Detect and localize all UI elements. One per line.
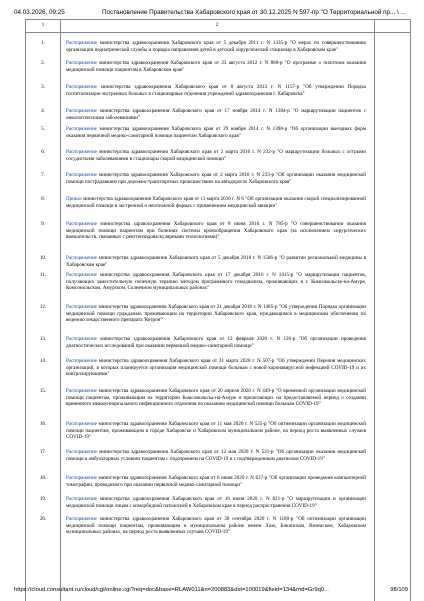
document-description: министерства здравоохранения Хабаровского края от 16 июня 2020 г. N 821-р "О маршрутизации и организации медицинской помощи лицам с коморбидной патологией в Хабаровском крае в период распространения COVID-19" xyxy=(66,496,366,509)
row-number: 18. xyxy=(39,475,47,481)
document-description: министерства здравоохранения Хабаровского края от 11 мая 2020 г. N 525-р "Об оптимизации организации медицинской помощи пациентам, проживающим в городе Хабаровске и Хабаровском муниципальном районе, на период роста выявленных случаев COVID-19" xyxy=(66,421,366,441)
page-header xyxy=(10,8,420,18)
row-document-text xyxy=(66,221,366,241)
row-document-text xyxy=(66,449,366,462)
row-document-text xyxy=(66,496,366,509)
document-link[interactable]: Распоряжение xyxy=(66,108,97,114)
document-link[interactable]: Распоряжение xyxy=(66,496,97,502)
document-link[interactable]: Распоряжение xyxy=(66,221,97,227)
document-link[interactable]: Распоряжение xyxy=(66,475,97,481)
document-description: министерства здравоохранения Хабаровского края от 23 августа 2012 г. N 880-р "О программе о пилотном оказания медицинской помощи пациентам в Хабаровском крае" xyxy=(66,60,366,73)
document-description: министерства здравоохранения Хабаровского края от 17 ноября 2014 г. N 1384-р "О маршрутизации пациентов с онкологическими заболеваниями" xyxy=(66,108,366,121)
row-number: 16. xyxy=(39,421,47,427)
row-number: 7. xyxy=(41,172,45,178)
row-number: 4. xyxy=(41,108,45,114)
document-description: министерства здравоохранения Хабаровского края от 20 апреля 2020 г. N 449-р "О временной организации медицинской помощи пациентам, проживающим на территории Комсомольска-на-Амуре и прилегающих на предоставляемой период о создании временного межмуниципального инфекционного отделения по оказанию медицинской помощи больным COVID-19" xyxy=(66,388,366,408)
document-link[interactable]: Распоряжение xyxy=(66,272,97,278)
row-document-text xyxy=(66,475,366,488)
document-link[interactable]: Распоряжение xyxy=(66,358,97,364)
row-document-text xyxy=(66,358,366,378)
document-description: министерства здравоохранения Хабаровского края от 2 марта 2016 г. N 232-р "О маршрутизации больных с острыми сосудистыми заболеваниями в стационары скорой медицинской помощи" xyxy=(66,149,366,162)
table-header-row xyxy=(26,20,410,33)
row-number: 17. xyxy=(39,449,47,455)
document-description: министерства здравоохранения Хабаровского края от 2 марта 2016 г. N 233-р "Об организации оказания медицинской помощи пострадавшим при дорожно-транспортных происшествиях на автодорогах Хабаровского края" xyxy=(66,172,366,185)
document-description: министерства здравоохранения Хабаровского края от 31 марта 2020 г. N 507-р "Об утверждении Перечня медицинских организаций, в которых планируется организация медицинской помощи больным с новой коронавирусной инфекцией COVID-19 и их контролирующими" xyxy=(66,358,366,378)
row-document-text xyxy=(66,272,366,292)
column-header-number: 1 xyxy=(41,23,45,28)
document-description: министерства здравоохранения Хабаровского края от 8 августа 2013 г. N 1157-р "Об утверждении Порядка госпитализации экстренных больных в стационарные отделения учреждений здравоохранения г. Хабаровска" xyxy=(66,84,366,97)
document-link[interactable]: Распоряжение xyxy=(66,304,97,310)
row-number: 8. xyxy=(41,196,45,202)
row-number: 3. xyxy=(41,84,45,90)
row-number: 20. xyxy=(39,516,47,522)
page-footer xyxy=(14,585,414,595)
document-link[interactable]: Распоряжение xyxy=(66,388,97,394)
document-description: министерства здравоохранения Хабаровского края от 12 мая 2020 г. N 531-р "Об организации оказания медицинской помощи в амбулаторных условиях пациентам с подозрением на COVID-19 и с подтвержденным диагнозом COVID-19" xyxy=(66,449,366,462)
print-datetime: 04.03.2026, 09:25 xyxy=(14,9,65,16)
row-number: 6. xyxy=(41,149,45,155)
row-document-text xyxy=(66,196,366,209)
row-document-text xyxy=(66,84,366,97)
document-link[interactable]: Распоряжение xyxy=(66,516,97,522)
document-link[interactable]: Распоряжение xyxy=(66,172,97,178)
row-number: 9. xyxy=(41,221,45,227)
document-link[interactable]: Распоряжение xyxy=(66,336,97,342)
row-document-text xyxy=(66,40,366,53)
row-document-text xyxy=(66,304,366,324)
document-description: министерства здравоохранения Хабаровского края от 11 марта 2016 г. N 6 "Об организации оказания скорой специализированной медицинской помощи в экстренной и неотложной формах с применением медицинской авиации" xyxy=(66,196,366,209)
document-link[interactable]: Распоряжение xyxy=(66,84,97,90)
column-divider xyxy=(60,20,61,601)
row-number: 5. xyxy=(41,126,45,132)
row-number: 2. xyxy=(41,60,45,66)
document-description: министерства здравоохранения Хабаровского края от 5 декабря 2011 г. N 1335-р "О мерах по совершенствованию организации педиатрической службы и порядка направления детей в детский хирургический стационар в Хабаровском крае" xyxy=(66,40,366,53)
document-link[interactable]: Распоряжение xyxy=(66,149,97,155)
row-document-text xyxy=(66,172,366,185)
document-description: министерства здравоохранения Хабаровского края от 29 ноября 2014 г. N 1398-р "Об организации выездных форм оказания первичной медико-санитарной помощи пациентам Хабаровского края" xyxy=(66,126,366,139)
row-document-text xyxy=(66,108,366,121)
row-number: 12. xyxy=(39,304,47,310)
row-number: 13. xyxy=(39,336,47,342)
document-link[interactable]: Приказ xyxy=(66,196,82,202)
document-description: министерства здравоохранения Хабаровского края от 12 февраля 2020 г. N 126-р "Об организации проведения диагностических исследований при оказании первичной медико-санитарной помощи" xyxy=(66,336,366,349)
row-number: 10. xyxy=(39,255,47,261)
document-link[interactable]: Распоряжение xyxy=(66,421,97,427)
document-link[interactable]: Распоряжение xyxy=(66,126,97,132)
document-link[interactable]: Распоряжение xyxy=(66,449,97,455)
row-document-text xyxy=(66,421,366,441)
document-description: министерства здравоохранения Хабаровского края от 6 июня 2020 г. N 637-р "Об организации проведения компьютерной томографии, проводимого при оказании первичной медико-санитарной помощи" xyxy=(66,475,366,488)
row-number: 14. xyxy=(39,358,47,364)
row-number: 11. xyxy=(39,272,47,278)
document-description: министерства здравоохранения Хабаровского края от 30 сентября 2020 г. N 1180-р "Об оптимизации организации медицинской помощи пациентам, проживающим в муниципальном районе имени Лазо, Бикинском, Вяземском, Хабаровском муниципальных районах, на период роста выявленных случаев COVID-19" xyxy=(66,516,366,536)
document-description: министерства здравоохранения Хабаровского края от 21 декабря 2018 г. N 1485-р "Об утверждении Порядка организации медицинской помощи гражданам, проживающим на территории Хабаровского края, нуждающимся в медицинском обеспечении по ведению лекарственного препарата 'Кетрон'" xyxy=(66,304,366,324)
row-document-text xyxy=(66,516,366,536)
row-document-text xyxy=(66,336,366,349)
document-description: министерства здравоохранения Хабаровского края от 5 декабря 2016 г. N 1566-р "О развитии региональной медицины в Хабаровском крае" xyxy=(66,255,366,268)
document-description: министерства здравоохранения Хабаровского края от 8 июня 2016 г. N 785-р "О совершенствовании оказания медицинской помощи пациентам при болезнях системы кровообращения Хабаровского края (за исключением хирургических вмешательств, связанных с рентгенэндоваскулярными технологиями)" xyxy=(66,221,366,241)
row-number: 19. xyxy=(39,496,47,502)
column-header-document: 2 xyxy=(215,23,219,28)
document-title: Постановление Правительства Хабаровского края от 30.12.2025 N 597-пр "О Территориальной пр... \ ... xyxy=(102,9,406,16)
document-table xyxy=(25,19,411,601)
document-link[interactable]: Распоряжение xyxy=(66,60,97,66)
row-number: 1. xyxy=(41,40,45,46)
source-url: https://cloud.consultant.ru/cloud/cgi/online.cgi?req=doc&base=RLAW011&n=200883&dst=100019&field=134&rnd=Gr9q0... xyxy=(14,587,329,593)
row-document-text xyxy=(66,388,366,408)
document-link[interactable]: Распоряжение xyxy=(66,40,97,46)
column-divider xyxy=(374,20,375,601)
row-document-text xyxy=(66,149,366,162)
document-description: министерства здравоохранения Хабаровского края от 17 декабря 2016 г. N 1415-р "О маршрутизации пациентов, получающих заместительную почечную терапию методом программного гемодиализа, проживающих в г. Комсомольске-на-Амуре, Комсомольском, Амурском, Солнечном муниципальных районах" xyxy=(66,272,366,292)
row-document-text xyxy=(66,60,366,73)
row-document-text xyxy=(66,255,366,268)
row-document-text xyxy=(66,126,366,139)
document-link[interactable]: Распоряжение xyxy=(66,255,97,261)
row-number: 15. xyxy=(39,388,47,394)
page-number: 98/109 xyxy=(390,587,408,593)
